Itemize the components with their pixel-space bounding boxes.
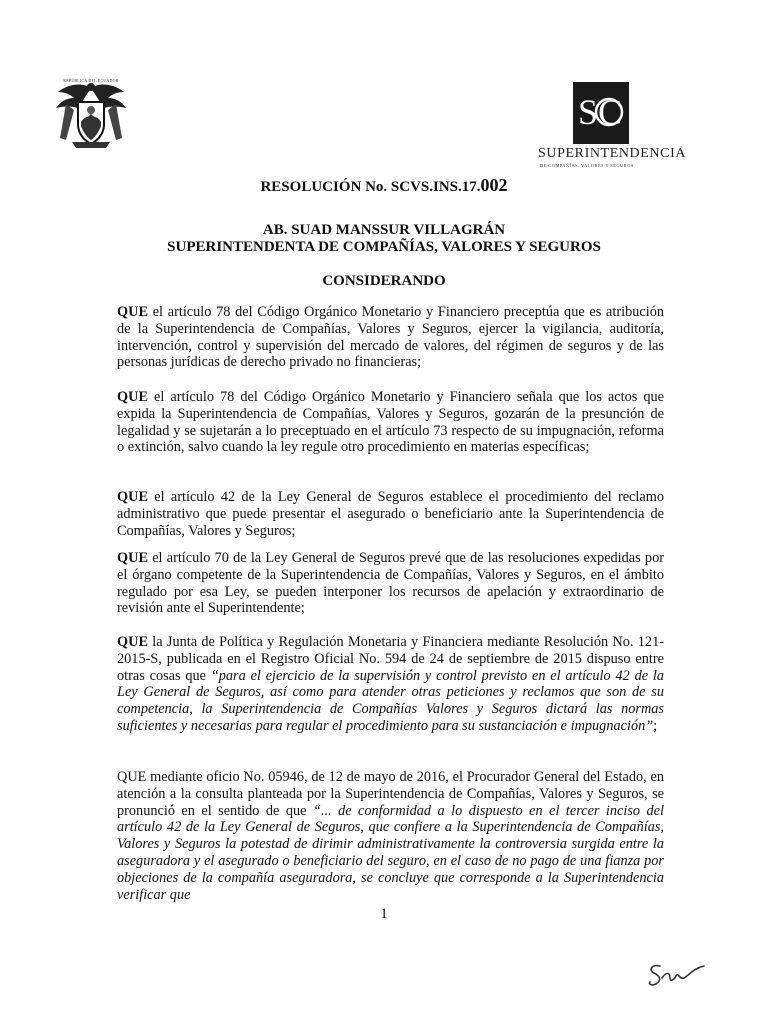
considerando-paragraph-4 xyxy=(117,550,664,617)
paragraph-lead: QUE xyxy=(117,389,148,405)
paragraph-text: el artículo 78 del Código Orgánico Monetario y Financiero señala que los actos que expida la Superintendencia de Compañías, Valores y Seguros, gozarán de la presunción de legalidad y se sujetarán a lo preceptuado en el artículo 73 respecto de su impugnación, reforma o extinción, salvo cuando la ley regule otro procedimiento en materias específicas; xyxy=(117,389,664,456)
resolution-title xyxy=(0,175,768,196)
paragraph-lead: QUE xyxy=(117,634,148,650)
considerando-paragraph-3 xyxy=(117,489,664,539)
coat-of-arms-icon xyxy=(52,74,130,156)
logo-name: SUPERINTENDENCIA xyxy=(538,146,687,161)
paragraph-text: el artículo 42 de la Ley General de Seguros establece el procedimiento del reclamo administrativo que puede presentar el asegurado o beneficiario ante la Superintendencia de Compañías, Valores y Seguros; xyxy=(117,489,664,539)
considerando-paragraph-2 xyxy=(117,389,664,456)
paragraph-text: el artículo 70 de la Ley General de Seguros prevé que de las resoluciones expedidas por el órgano competente de la Superintendencia de Compañías, Valores y Seguros, en el ámbito regulado por esa Ley, se pueden interponer los recursos de apelación y extraordinario de revisión ante el Superintendente; xyxy=(117,550,664,617)
paragraph-lead: QUE xyxy=(117,489,148,505)
paragraph-text: QUE mediante oficio No. 05946, de 12 de mayo de 2016, el Procurador General del Estado, en atención a la consulta planteada por la Superintendencia de Compañías, Valores y Seguros, se pronunció en el sentido de que xyxy=(117,769,664,819)
considerando-paragraph-1 xyxy=(117,304,664,371)
paragraph-text: el artículo 78 del Código Orgánico Monetario y Financiero preceptúa que es atribución de la Superintendencia de Compañías, Valores y Seguros, ejercer la vigilancia, auditoría, intervención, control y supervisión del mercado de valores, del régimen de seguros y de las personas jurídicas de derecho privado no financieras; xyxy=(117,304,664,371)
resolution-number: 002 xyxy=(480,175,508,195)
logo-subtitle: DE COMPAÑÍAS, VALORES Y SEGUROS xyxy=(540,163,634,168)
signature-initials-icon xyxy=(646,960,708,988)
coat-of-arms-caption: REPÚBLICA DEL ECUADOR xyxy=(63,78,119,83)
paragraph-quote: “para el ejercicio de la supervisión y control previsto en el artículo 42 de la Ley General de Seguros, así como para atender otras peticiones y reclamos que son de su competencia, la Superintendencia de Compañías Valores y Seguros dictará las normas suficientes y necesarias para regular el procedimiento para su sustanciación e impugnación” xyxy=(117,667,664,734)
section-heading: CONSIDERANDO xyxy=(322,273,446,289)
considerando-paragraph-5 xyxy=(117,634,664,735)
logo-monogram: SC xyxy=(577,92,623,132)
resolution-prefix: RESOLUCIÓN No. SCVS.INS.17. xyxy=(260,179,481,195)
paragraph-lead: QUE xyxy=(117,304,148,320)
page-number: 1 xyxy=(380,906,388,922)
paragraph-tail: ; xyxy=(653,717,658,734)
paragraph-lead: QUE xyxy=(117,550,148,566)
official-name: AB. SUAD MANSSUR VILLAGRÁN xyxy=(262,222,506,238)
paragraph-text: la Junta de Política y Regulación Monetaria y Financiera mediante Resolución No. 121-2015-S, publicada en el Registro Oficial No. 594 de 24 de septiembre de 2015 dispuso entre otras cosas que xyxy=(117,634,664,684)
considerando-paragraph-6 xyxy=(117,769,664,903)
paragraph-quote: “... de conformidad a lo dispuesto en el tercer inciso del artículo 42 de la Ley General de Seguros, que confiere a la Superintendencia de Compañías, Valores y Seguros la potestad de dirimir administrativamente la controversia surgida entre la aseguradora y el asegurado o beneficiario del seguro, en el caso de no pago de una fianza por objeciones de la compañía aseguradora, se concluye que corresponde a la Superintendencia verificar que xyxy=(117,802,665,903)
official-title: SUPERINTENDENTA DE COMPAÑÍAS, VALORES Y SEGUROS xyxy=(167,239,601,255)
superintendencia-logo-icon xyxy=(573,82,629,144)
